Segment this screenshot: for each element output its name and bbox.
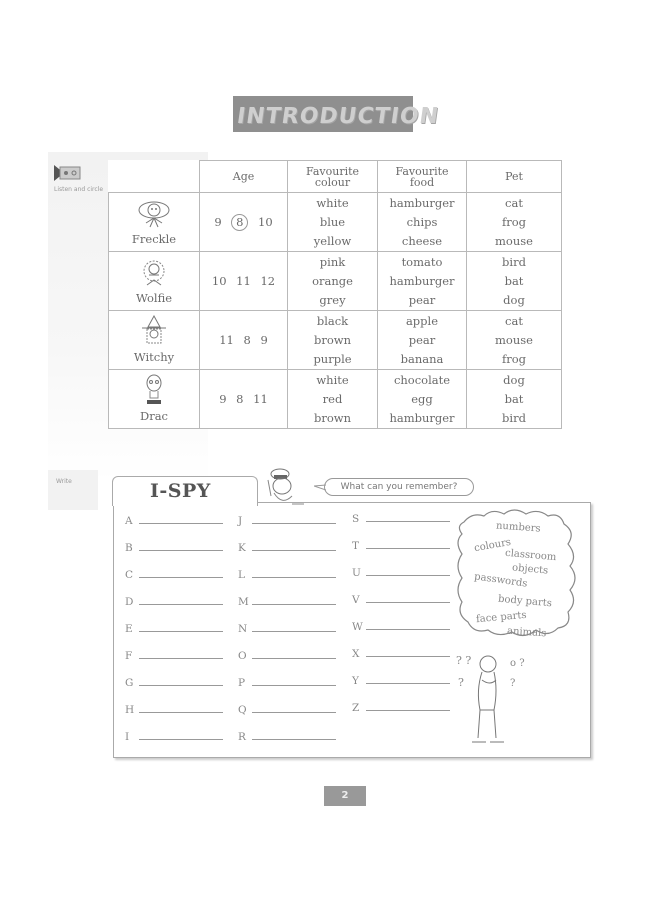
header-age: Age xyxy=(200,161,288,193)
letter-row-q[interactable]: Q xyxy=(238,704,336,716)
exercise-2-instruction: Write xyxy=(56,478,72,485)
character-name: Wolfie xyxy=(135,291,173,305)
character-cell xyxy=(109,311,200,370)
table-row xyxy=(109,252,562,311)
cloud-word: animals xyxy=(506,625,547,640)
speech-bubble: What can you remember? xyxy=(324,478,474,496)
answer-line xyxy=(252,712,336,713)
cassette-tape-icon xyxy=(54,165,82,181)
answer-line xyxy=(139,604,223,605)
letter-row-z[interactable]: Z xyxy=(352,702,450,714)
letter-row-u[interactable]: U xyxy=(352,567,450,579)
letter-row-d[interactable]: D xyxy=(125,596,223,608)
answer-line xyxy=(139,685,223,686)
character-name: Drac xyxy=(139,409,168,423)
cloud-word: face parts xyxy=(475,609,528,626)
exercise-1-instruction: Listen and circle xyxy=(54,186,104,193)
detective-mascot-icon xyxy=(262,466,314,508)
answer-line xyxy=(366,548,450,549)
letter-row-j[interactable]: J xyxy=(238,515,336,527)
svg-text:? ?: ? ? xyxy=(456,654,472,667)
letter-row-p[interactable]: P xyxy=(238,677,336,689)
answer-line xyxy=(139,523,223,524)
page-number: 2 xyxy=(324,786,366,806)
drac-vampire-icon xyxy=(136,374,172,406)
character-cell xyxy=(109,370,200,429)
circled-age: 8 xyxy=(231,214,248,231)
svg-text:?: ? xyxy=(458,676,464,689)
answer-line xyxy=(139,739,223,740)
wolfie-wolf-icon xyxy=(136,258,172,288)
letter-row-m[interactable]: M xyxy=(238,596,336,608)
cloud-word: body parts xyxy=(497,593,553,610)
colour-options[interactable]: black brown purple xyxy=(288,311,378,370)
answer-line xyxy=(139,658,223,659)
table-row xyxy=(109,311,562,370)
food-options[interactable]: apple pear banana xyxy=(378,311,467,370)
food-options[interactable]: chocolate egg hamburger xyxy=(378,370,467,429)
header-favourite-food: Favourite food xyxy=(378,161,467,193)
answer-line xyxy=(252,523,336,524)
answer-line xyxy=(366,683,450,684)
answer-line xyxy=(252,604,336,605)
cloud-word: numbers xyxy=(495,520,541,535)
answer-line xyxy=(252,631,336,632)
letter-row-k[interactable]: K xyxy=(238,542,336,554)
letter-row-s[interactable]: S xyxy=(352,513,450,525)
letter-row-y[interactable]: Y xyxy=(352,675,450,687)
letter-row-e[interactable]: E xyxy=(125,623,223,635)
letter-row-l[interactable]: L xyxy=(238,569,336,581)
answer-line xyxy=(139,550,223,551)
letter-row-b[interactable]: B xyxy=(125,542,223,554)
letter-row-h[interactable]: H xyxy=(125,704,223,716)
cloud-word: classroom xyxy=(504,547,557,564)
cloud-word: objects xyxy=(511,562,549,577)
letter-row-r[interactable]: R xyxy=(238,731,336,743)
answer-line xyxy=(366,710,450,711)
table-row xyxy=(109,193,562,252)
colour-options[interactable]: white blue yellow xyxy=(288,193,378,252)
answer-line xyxy=(366,575,450,576)
page-title: INTRODUCTION xyxy=(235,104,441,129)
cloud-word: colours xyxy=(473,536,512,555)
colour-options[interactable]: white red brown xyxy=(288,370,378,429)
letter-row-x[interactable]: X xyxy=(352,648,450,660)
svg-text:?: ? xyxy=(510,678,516,689)
answer-line xyxy=(366,656,450,657)
character-name: Freckle xyxy=(131,232,177,246)
character-cell xyxy=(109,252,200,311)
answer-line xyxy=(252,658,336,659)
header-blank xyxy=(109,161,200,193)
thinking-child-icon xyxy=(452,650,542,750)
colour-options[interactable]: pink orange grey xyxy=(288,252,378,311)
letter-row-o[interactable]: O xyxy=(238,650,336,662)
answer-line xyxy=(366,629,450,630)
character-cell xyxy=(109,193,200,252)
freckle-clown-icon xyxy=(136,199,172,229)
answer-line xyxy=(139,577,223,578)
ispy-title: I-SPY xyxy=(150,480,211,502)
pet-options[interactable]: bird bat dog xyxy=(467,252,562,311)
cloud-word: passwords xyxy=(473,571,529,590)
answer-line xyxy=(252,550,336,551)
age-options[interactable]: 11 8 9 xyxy=(200,311,288,370)
answer-line xyxy=(139,631,223,632)
witchy-witch-icon xyxy=(136,315,172,347)
characters-table xyxy=(108,160,562,429)
answer-line xyxy=(252,577,336,578)
letter-row-a[interactable]: A xyxy=(125,515,223,527)
letter-row-c[interactable]: C xyxy=(125,569,223,581)
letter-row-i[interactable]: I xyxy=(125,731,223,743)
header-pet: Pet xyxy=(467,161,562,193)
answer-line xyxy=(252,739,336,740)
food-options[interactable]: tomato hamburger pear xyxy=(378,252,467,311)
letter-row-n[interactable]: N xyxy=(238,623,336,635)
age-options[interactable]: 9 8 11 xyxy=(200,370,288,429)
answer-line xyxy=(139,712,223,713)
pet-options[interactable]: dog bat bird xyxy=(467,370,562,429)
pet-options[interactable]: cat frog mouse xyxy=(467,193,562,252)
header-favourite-colour: Favourite colour xyxy=(288,161,378,193)
character-name: Witchy xyxy=(133,350,175,364)
letter-row-g[interactable]: G xyxy=(125,677,223,689)
svg-text:o ?: o ? xyxy=(510,658,525,669)
table-header-row xyxy=(109,161,562,193)
age-options[interactable]: 10 11 12 xyxy=(200,252,288,311)
table-row xyxy=(109,370,562,429)
exercise-2-side-shade xyxy=(48,470,98,510)
letter-row-t[interactable]: T xyxy=(352,540,450,552)
letter-row-v[interactable]: V xyxy=(352,594,450,606)
pet-options[interactable]: cat mouse frog xyxy=(467,311,562,370)
answer-line xyxy=(252,685,336,686)
answer-line xyxy=(366,521,450,522)
age-options[interactable]: 9 8 10 xyxy=(200,193,288,252)
letter-row-w[interactable]: W xyxy=(352,621,450,633)
letter-row-f[interactable]: F xyxy=(125,650,223,662)
food-options[interactable]: hamburger chips cheese xyxy=(378,193,467,252)
answer-line xyxy=(366,602,450,603)
